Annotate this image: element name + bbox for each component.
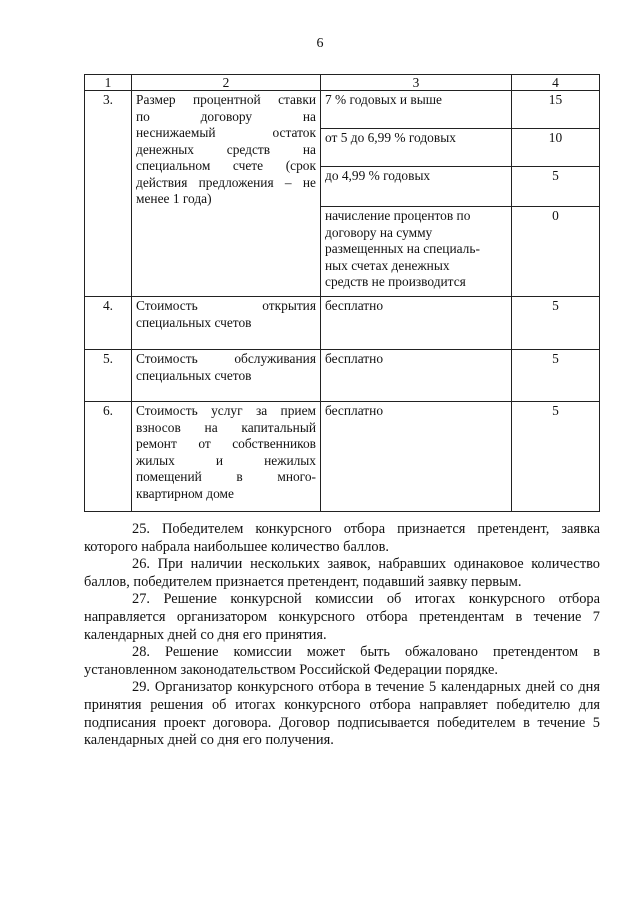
criterion-line: специальном счете (срок bbox=[136, 158, 316, 173]
criterion-line: денежных средств на bbox=[136, 141, 316, 157]
criteria-table bbox=[84, 74, 600, 512]
criterion-line: менее 1 года) bbox=[136, 191, 212, 206]
criterion-line: квартирном доме bbox=[136, 485, 234, 501]
row-number: 3. bbox=[85, 91, 132, 297]
criterion-line: ремонт от собственников bbox=[136, 436, 316, 451]
paragraph-28: 28. Решение комиссии может быть обжаловано претендентом в установленном законодательством Российской Федерации порядке. bbox=[84, 644, 600, 678]
table-row bbox=[85, 91, 600, 129]
column-header-4: 4 bbox=[512, 75, 600, 91]
criterion-line: помещений в много- bbox=[136, 469, 316, 484]
row-number: 5. bbox=[85, 350, 132, 402]
table-row bbox=[85, 402, 600, 512]
column-header-2: 2 bbox=[132, 75, 321, 91]
criterion-line: Стоимость обслуживания bbox=[136, 351, 316, 366]
criterion-cell bbox=[132, 91, 321, 297]
condition-cell: 7 % годовых и выше bbox=[321, 91, 512, 129]
condition-line: средств не производится bbox=[325, 274, 466, 289]
paragraph-26: 26. При наличии нескольких заявок, набравших одинаковое количество баллов, победителем признается претендент, подавший заявку первым. bbox=[84, 556, 600, 590]
criterion-line: Стоимость услуг за прием bbox=[136, 403, 316, 418]
criterion-line: жилых и нежилых bbox=[136, 452, 316, 468]
paragraph-27: 27. Решение конкурсной комиссии об итогах конкурсного отбора направляется организатором конкурсного отбора претендентам в течение 7 календарных дней со дня его принятия. bbox=[84, 591, 600, 643]
column-header-1: 1 bbox=[85, 75, 132, 91]
criterion-line: специальных счетов bbox=[136, 314, 252, 330]
criterion-line: действия предложения – не bbox=[136, 174, 316, 190]
body-paragraphs bbox=[84, 521, 600, 750]
condition-line: договору на сумму bbox=[325, 224, 433, 240]
score-cell: 15 bbox=[512, 91, 600, 129]
criterion-line: специальных счетов bbox=[136, 367, 252, 383]
score-cell: 5 bbox=[512, 167, 600, 207]
score-cell: 5 bbox=[512, 297, 600, 350]
condition-line: размещенных на специаль- bbox=[325, 241, 480, 256]
table-row bbox=[85, 350, 600, 402]
condition-cell: от 5 до 6,99 % годовых bbox=[321, 129, 512, 167]
criterion-line: по договору на bbox=[136, 108, 316, 124]
criterion-line: Стоимость открытия bbox=[136, 298, 316, 313]
criterion-line: взносов на капитальный bbox=[136, 419, 316, 435]
row-number: 6. bbox=[85, 402, 132, 512]
table-header-row bbox=[85, 75, 600, 91]
score-cell: 0 bbox=[512, 207, 600, 297]
score-cell: 5 bbox=[512, 402, 600, 512]
condition-cell: бесплатно bbox=[321, 402, 512, 512]
score-cell: 10 bbox=[512, 129, 600, 167]
condition-line: начисление процентов по bbox=[325, 208, 471, 223]
criterion-cell bbox=[132, 402, 321, 512]
page-number: 6 bbox=[316, 36, 324, 51]
criterion-cell bbox=[132, 350, 321, 402]
condition-line: ных счетах денежных bbox=[325, 257, 450, 273]
column-header-3: 3 bbox=[321, 75, 512, 91]
table-row bbox=[85, 297, 600, 350]
condition-cell: до 4,99 % годовых bbox=[321, 167, 512, 207]
row-number: 4. bbox=[85, 297, 132, 350]
criterion-line: Размер процентной ставки bbox=[136, 92, 316, 107]
condition-cell: бесплатно bbox=[321, 350, 512, 402]
criterion-line: неснижаемый остаток bbox=[136, 125, 316, 140]
paragraph-25: 25. Победителем конкурсного отбора признается претендент, заявка которого набрала наибольшее количество баллов. bbox=[84, 521, 600, 555]
condition-cell bbox=[321, 207, 512, 297]
score-cell: 5 bbox=[512, 350, 600, 402]
paragraph-29: 29. Организатор конкурсного отбора в течение 5 календарных дней со дня принятия решения об итогах конкурсного отбора направляет победителю для подписания проект договора. Договор подписывается победителем в течение 5 календарных дней со дня его получения. bbox=[84, 679, 600, 749]
criterion-cell bbox=[132, 297, 321, 350]
condition-cell: бесплатно bbox=[321, 297, 512, 350]
